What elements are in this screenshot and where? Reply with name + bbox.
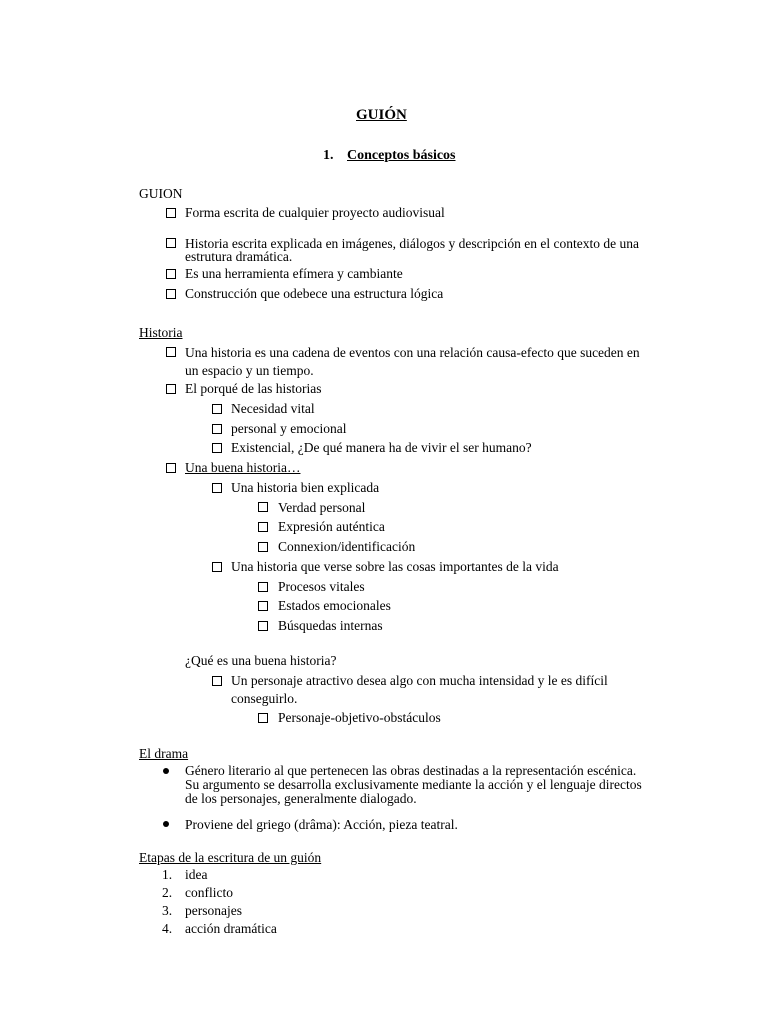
porque-label: El porqué de las historias <box>185 381 322 396</box>
verse-label: Una historia que verse sobre las cosas importantes de la vida <box>231 559 559 574</box>
drama-heading: El drama <box>139 746 189 761</box>
bullet-icon <box>163 821 169 827</box>
list-item: personajes <box>185 903 242 918</box>
checkbox[interactable] <box>166 384 176 394</box>
drama-bullet: Proviene del griego (drâma): Acción, pieza teatral. <box>185 817 458 832</box>
list-number: 3. <box>162 903 173 918</box>
checkbox[interactable] <box>212 676 222 686</box>
checkbox[interactable] <box>258 621 268 631</box>
drama-bullet-line: Género literario al que pertenecen las obras destinadas a la representación escénica. <box>185 763 637 778</box>
checkbox[interactable] <box>212 483 222 493</box>
checkbox[interactable] <box>166 347 176 357</box>
explicada-item: Connexion/identificación <box>278 539 416 554</box>
checkbox[interactable] <box>212 443 222 453</box>
guion-item: Forma escrita de cualquier proyecto audiovisual <box>185 205 445 220</box>
list-number: 2. <box>162 885 173 900</box>
list-number: 4. <box>162 921 173 936</box>
checkbox[interactable] <box>166 463 176 473</box>
checkbox[interactable] <box>212 562 222 572</box>
drama-bullet-line: Su argumento se desarrolla exclusivamente mediante la acción y el lenguaje directos <box>185 777 642 792</box>
explicada-item: Verdad personal <box>278 500 366 515</box>
verse-item: Búsquedas internas <box>278 618 383 633</box>
drama-bullet-line: de los personajes, generalmente dialogado. <box>185 791 417 806</box>
explicada-item: Expresión auténtica <box>278 519 385 534</box>
checkbox[interactable] <box>166 269 176 279</box>
checkbox[interactable] <box>258 522 268 532</box>
list-item: acción dramática <box>185 921 277 936</box>
personaje-sub-item: Personaje-objetivo-obstáculos <box>278 710 441 725</box>
checkbox[interactable] <box>258 582 268 592</box>
section-number: 1. <box>323 148 334 163</box>
guion-item: Es una herramienta efímera y cambiante <box>185 266 403 281</box>
checkbox[interactable] <box>212 404 222 414</box>
checkbox[interactable] <box>166 238 176 248</box>
porque-item: personal y emocional <box>231 421 347 436</box>
historia-heading: Historia <box>139 325 183 340</box>
historia-item: Una historia es una cadena de eventos con una relación causa-efecto que suceden en <box>185 345 640 360</box>
checkbox[interactable] <box>258 713 268 723</box>
checkbox[interactable] <box>212 424 222 434</box>
verse-item: Estados emocionales <box>278 598 391 613</box>
etapas-heading: Etapas de la escritura de un guión <box>139 850 322 865</box>
porque-item: Necesidad vital <box>231 401 315 416</box>
guion-heading: GUION <box>139 186 183 201</box>
porque-item: Existencial, ¿De qué manera ha de vivir el ser humano? <box>231 440 532 455</box>
checkbox[interactable] <box>258 502 268 512</box>
guion-item: Construcción que odebece una estructura lógica <box>185 286 444 301</box>
historia-item-continued: un espacio y un tiempo. <box>185 363 314 378</box>
checkbox[interactable] <box>166 208 176 218</box>
list-number: 1. <box>162 867 173 882</box>
checkbox[interactable] <box>258 542 268 552</box>
checkbox[interactable] <box>166 289 176 299</box>
list-item: idea <box>185 867 208 882</box>
section-title: Conceptos básicos <box>347 148 456 163</box>
checkbox[interactable] <box>258 601 268 611</box>
explicada-label: Una historia bien explicada <box>231 480 380 495</box>
guion-item-continued: estrutura dramática. <box>185 249 293 264</box>
personaje-item: Un personaje atractivo desea algo con mucha intensidad y le es difícil <box>231 673 608 688</box>
page-title: GUIÓN <box>356 107 407 123</box>
bullet-icon <box>163 768 169 774</box>
guion-item: Historia escrita explicada en imágenes, diálogos y descripción en el contexto de una <box>185 236 639 251</box>
list-item: conflicto <box>185 885 233 900</box>
personaje-item-continued: conseguirlo. <box>231 691 298 706</box>
verse-item: Procesos vitales <box>278 579 365 594</box>
question-text: ¿Qué es una buena historia? <box>185 653 337 668</box>
buena-historia-label: Una buena historia… <box>185 460 301 475</box>
